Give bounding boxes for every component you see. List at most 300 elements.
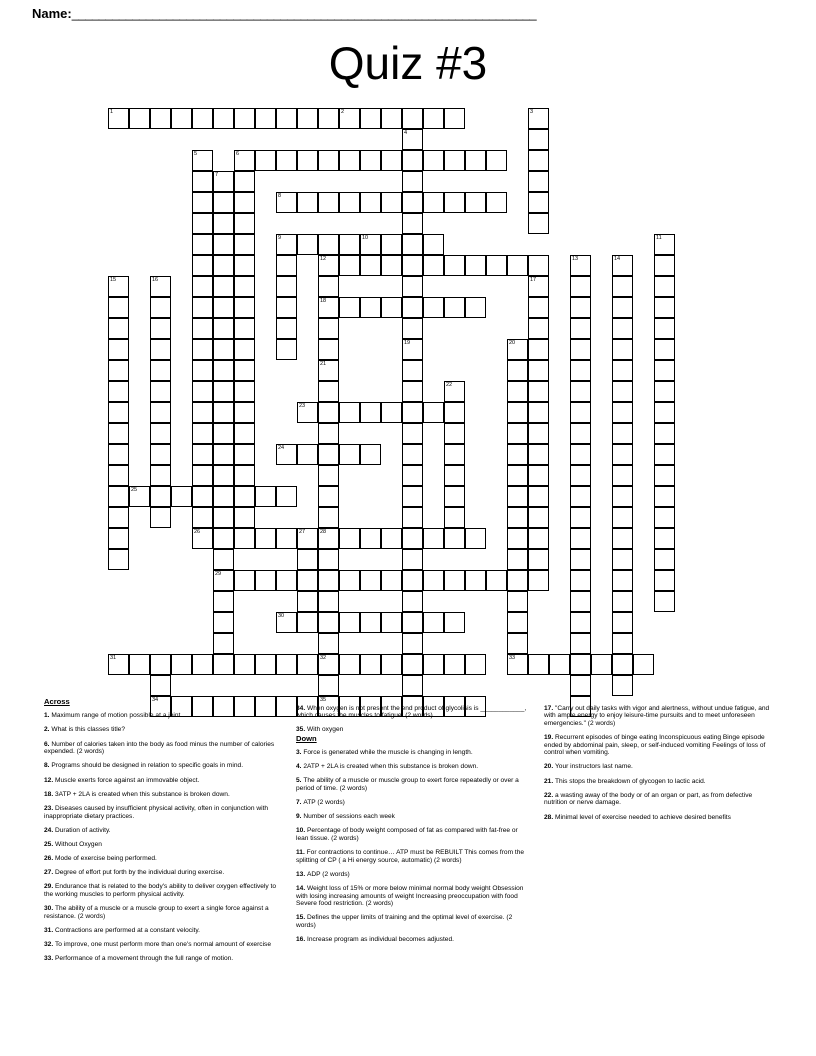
- grid-cell[interactable]: [507, 507, 528, 528]
- grid-cell[interactable]: [234, 255, 255, 276]
- grid-cell[interactable]: [444, 507, 465, 528]
- grid-cell[interactable]: [654, 423, 675, 444]
- grid-cell[interactable]: [213, 213, 234, 234]
- grid-cell[interactable]: [402, 318, 423, 339]
- grid-cell[interactable]: [612, 486, 633, 507]
- grid-cell[interactable]: [444, 465, 465, 486]
- grid-cell[interactable]: [528, 465, 549, 486]
- grid-cell[interactable]: [507, 633, 528, 654]
- grid-cell[interactable]: [234, 444, 255, 465]
- grid-cell[interactable]: [423, 654, 444, 675]
- grid-cell[interactable]: [654, 381, 675, 402]
- grid-cell[interactable]: [570, 297, 591, 318]
- grid-cell[interactable]: [192, 213, 213, 234]
- grid-cell[interactable]: [612, 360, 633, 381]
- grid-cell[interactable]: [528, 423, 549, 444]
- grid-cell[interactable]: [423, 108, 444, 129]
- grid-cell[interactable]: [612, 318, 633, 339]
- grid-cell[interactable]: [402, 654, 423, 675]
- grid-cell[interactable]: 33: [507, 654, 528, 675]
- grid-cell[interactable]: [570, 675, 591, 696]
- grid-cell[interactable]: [297, 192, 318, 213]
- grid-cell[interactable]: 31: [108, 654, 129, 675]
- grid-cell[interactable]: [255, 486, 276, 507]
- grid-cell[interactable]: [108, 381, 129, 402]
- grid-cell[interactable]: 3: [528, 108, 549, 129]
- grid-cell[interactable]: [528, 444, 549, 465]
- grid-cell[interactable]: [276, 108, 297, 129]
- grid-cell[interactable]: [444, 654, 465, 675]
- grid-cell[interactable]: [234, 171, 255, 192]
- grid-cell[interactable]: [444, 402, 465, 423]
- grid-cell[interactable]: [234, 108, 255, 129]
- grid-cell[interactable]: [234, 381, 255, 402]
- grid-cell[interactable]: [213, 549, 234, 570]
- grid-cell[interactable]: [570, 612, 591, 633]
- grid-cell[interactable]: [213, 486, 234, 507]
- grid-cell[interactable]: [192, 171, 213, 192]
- grid-cell[interactable]: [507, 486, 528, 507]
- grid-cell[interactable]: 18: [318, 297, 339, 318]
- grid-cell[interactable]: [213, 507, 234, 528]
- grid-cell[interactable]: [423, 612, 444, 633]
- grid-cell[interactable]: [465, 255, 486, 276]
- grid-cell[interactable]: [234, 360, 255, 381]
- grid-cell[interactable]: [339, 402, 360, 423]
- grid-cell[interactable]: 32: [318, 654, 339, 675]
- grid-cell[interactable]: [612, 570, 633, 591]
- grid-cell[interactable]: [570, 507, 591, 528]
- grid-cell[interactable]: [381, 234, 402, 255]
- grid-cell[interactable]: [318, 423, 339, 444]
- grid-cell[interactable]: 2: [339, 108, 360, 129]
- grid-cell[interactable]: [297, 612, 318, 633]
- grid-cell[interactable]: [570, 381, 591, 402]
- grid-cell[interactable]: [297, 570, 318, 591]
- grid-cell[interactable]: [213, 234, 234, 255]
- grid-cell[interactable]: [150, 318, 171, 339]
- grid-cell[interactable]: [423, 255, 444, 276]
- grid-cell[interactable]: 20: [507, 339, 528, 360]
- grid-cell[interactable]: [528, 402, 549, 423]
- grid-cell[interactable]: [360, 570, 381, 591]
- grid-cell[interactable]: [276, 255, 297, 276]
- grid-cell[interactable]: 1: [108, 108, 129, 129]
- grid-cell[interactable]: [150, 360, 171, 381]
- grid-cell[interactable]: [528, 486, 549, 507]
- grid-cell[interactable]: [213, 276, 234, 297]
- grid-cell[interactable]: 28: [318, 528, 339, 549]
- grid-cell[interactable]: 35: [318, 696, 339, 717]
- grid-cell[interactable]: [297, 444, 318, 465]
- grid-cell[interactable]: [402, 633, 423, 654]
- grid-cell[interactable]: [339, 612, 360, 633]
- grid-cell[interactable]: 22: [444, 381, 465, 402]
- grid-cell[interactable]: 25: [129, 486, 150, 507]
- grid-cell[interactable]: [444, 528, 465, 549]
- grid-cell[interactable]: [444, 423, 465, 444]
- grid-cell[interactable]: [339, 570, 360, 591]
- grid-cell[interactable]: [507, 570, 528, 591]
- grid-cell[interactable]: [150, 654, 171, 675]
- grid-cell[interactable]: 12: [318, 255, 339, 276]
- grid-cell[interactable]: [318, 318, 339, 339]
- grid-cell[interactable]: [276, 528, 297, 549]
- grid-cell[interactable]: [234, 654, 255, 675]
- grid-cell[interactable]: [234, 276, 255, 297]
- grid-cell[interactable]: [108, 444, 129, 465]
- grid-cell[interactable]: [192, 339, 213, 360]
- grid-cell[interactable]: [171, 654, 192, 675]
- grid-cell[interactable]: [213, 318, 234, 339]
- grid-cell[interactable]: 24: [276, 444, 297, 465]
- grid-cell[interactable]: [234, 402, 255, 423]
- grid-cell[interactable]: [339, 234, 360, 255]
- grid-cell[interactable]: [360, 255, 381, 276]
- grid-cell[interactable]: [192, 255, 213, 276]
- grid-cell[interactable]: [612, 402, 633, 423]
- grid-cell[interactable]: [108, 339, 129, 360]
- grid-cell[interactable]: 15: [108, 276, 129, 297]
- grid-cell[interactable]: [654, 570, 675, 591]
- grid-cell[interactable]: [570, 549, 591, 570]
- grid-cell[interactable]: [423, 528, 444, 549]
- grid-cell[interactable]: [360, 612, 381, 633]
- grid-cell[interactable]: [507, 444, 528, 465]
- grid-cell[interactable]: [402, 402, 423, 423]
- grid-cell[interactable]: [402, 108, 423, 129]
- grid-cell[interactable]: [654, 486, 675, 507]
- grid-cell[interactable]: [423, 570, 444, 591]
- grid-cell[interactable]: [297, 549, 318, 570]
- grid-cell[interactable]: [402, 612, 423, 633]
- grid-cell[interactable]: [444, 192, 465, 213]
- grid-cell[interactable]: [213, 192, 234, 213]
- grid-cell[interactable]: 16: [150, 276, 171, 297]
- grid-cell[interactable]: 7: [213, 171, 234, 192]
- grid-cell[interactable]: [192, 360, 213, 381]
- grid-cell[interactable]: [402, 675, 423, 696]
- grid-cell[interactable]: [276, 339, 297, 360]
- grid-cell[interactable]: [297, 654, 318, 675]
- grid-cell[interactable]: [213, 255, 234, 276]
- grid-cell[interactable]: [570, 654, 591, 675]
- grid-cell[interactable]: [465, 150, 486, 171]
- grid-cell[interactable]: [255, 654, 276, 675]
- grid-cell[interactable]: [528, 150, 549, 171]
- grid-cell[interactable]: [339, 192, 360, 213]
- grid-cell[interactable]: [381, 570, 402, 591]
- grid-cell[interactable]: [465, 654, 486, 675]
- grid-cell[interactable]: [423, 192, 444, 213]
- grid-cell[interactable]: [570, 402, 591, 423]
- grid-cell[interactable]: [528, 528, 549, 549]
- grid-cell[interactable]: [528, 255, 549, 276]
- grid-cell[interactable]: [108, 528, 129, 549]
- grid-cell[interactable]: [234, 213, 255, 234]
- grid-cell[interactable]: [402, 276, 423, 297]
- grid-cell[interactable]: 23: [297, 402, 318, 423]
- grid-cell[interactable]: [528, 549, 549, 570]
- grid-cell[interactable]: [486, 255, 507, 276]
- grid-cell[interactable]: [150, 486, 171, 507]
- grid-cell[interactable]: [402, 444, 423, 465]
- grid-cell[interactable]: [276, 318, 297, 339]
- grid-cell[interactable]: [654, 528, 675, 549]
- grid-cell[interactable]: [192, 507, 213, 528]
- grid-cell[interactable]: [570, 633, 591, 654]
- grid-cell[interactable]: [192, 192, 213, 213]
- grid-cell[interactable]: [507, 402, 528, 423]
- grid-cell[interactable]: [423, 150, 444, 171]
- grid-cell[interactable]: [213, 654, 234, 675]
- grid-cell[interactable]: [654, 255, 675, 276]
- grid-cell[interactable]: [108, 507, 129, 528]
- grid-cell[interactable]: [297, 150, 318, 171]
- grid-cell[interactable]: [402, 297, 423, 318]
- grid-cell[interactable]: [591, 654, 612, 675]
- grid-cell[interactable]: [507, 381, 528, 402]
- grid-cell[interactable]: [318, 381, 339, 402]
- grid-cell[interactable]: [213, 402, 234, 423]
- grid-cell[interactable]: [234, 234, 255, 255]
- grid-cell[interactable]: [528, 339, 549, 360]
- grid-cell[interactable]: [381, 255, 402, 276]
- grid-cell[interactable]: [150, 507, 171, 528]
- grid-cell[interactable]: [528, 213, 549, 234]
- grid-cell[interactable]: [381, 654, 402, 675]
- grid-cell[interactable]: [507, 465, 528, 486]
- grid-cell[interactable]: [402, 465, 423, 486]
- grid-cell[interactable]: [213, 528, 234, 549]
- grid-cell[interactable]: [213, 612, 234, 633]
- grid-cell[interactable]: [654, 318, 675, 339]
- grid-cell[interactable]: [444, 612, 465, 633]
- grid-cell[interactable]: [570, 360, 591, 381]
- grid-cell[interactable]: [402, 549, 423, 570]
- grid-cell[interactable]: [234, 192, 255, 213]
- grid-cell[interactable]: [507, 255, 528, 276]
- grid-cell[interactable]: 8: [276, 192, 297, 213]
- grid-cell[interactable]: [234, 423, 255, 444]
- grid-cell[interactable]: [129, 654, 150, 675]
- grid-cell[interactable]: [402, 591, 423, 612]
- grid-cell[interactable]: [465, 570, 486, 591]
- grid-cell[interactable]: [108, 318, 129, 339]
- grid-cell[interactable]: [402, 423, 423, 444]
- grid-cell[interactable]: [654, 444, 675, 465]
- grid-cell[interactable]: [192, 402, 213, 423]
- grid-cell[interactable]: [360, 528, 381, 549]
- grid-cell[interactable]: [465, 528, 486, 549]
- grid-cell[interactable]: [381, 108, 402, 129]
- grid-cell[interactable]: [654, 276, 675, 297]
- grid-cell[interactable]: 6: [234, 150, 255, 171]
- grid-cell[interactable]: [612, 633, 633, 654]
- grid-cell[interactable]: [570, 423, 591, 444]
- grid-cell[interactable]: [381, 297, 402, 318]
- grid-cell[interactable]: [528, 192, 549, 213]
- grid-cell[interactable]: [276, 150, 297, 171]
- grid-cell[interactable]: [234, 465, 255, 486]
- grid-cell[interactable]: [654, 507, 675, 528]
- grid-cell[interactable]: [360, 654, 381, 675]
- grid-cell[interactable]: [150, 381, 171, 402]
- grid-cell[interactable]: [150, 444, 171, 465]
- grid-cell[interactable]: [654, 591, 675, 612]
- grid-cell[interactable]: [213, 465, 234, 486]
- grid-cell[interactable]: [108, 423, 129, 444]
- grid-cell[interactable]: [612, 465, 633, 486]
- grid-cell[interactable]: [150, 108, 171, 129]
- grid-cell[interactable]: [108, 297, 129, 318]
- grid-cell[interactable]: [213, 444, 234, 465]
- grid-cell[interactable]: [213, 633, 234, 654]
- grid-cell[interactable]: 11: [654, 234, 675, 255]
- grid-cell[interactable]: [192, 318, 213, 339]
- grid-cell[interactable]: [213, 591, 234, 612]
- grid-cell[interactable]: [318, 465, 339, 486]
- grid-cell[interactable]: [402, 192, 423, 213]
- grid-cell[interactable]: [339, 297, 360, 318]
- grid-cell[interactable]: [192, 423, 213, 444]
- grid-cell[interactable]: [192, 465, 213, 486]
- grid-cell[interactable]: [612, 675, 633, 696]
- grid-cell[interactable]: [339, 444, 360, 465]
- grid-cell[interactable]: [570, 465, 591, 486]
- grid-cell[interactable]: [654, 549, 675, 570]
- grid-cell[interactable]: [507, 612, 528, 633]
- grid-cell[interactable]: [150, 402, 171, 423]
- grid-cell[interactable]: [570, 276, 591, 297]
- grid-cell[interactable]: [360, 150, 381, 171]
- grid-cell[interactable]: [465, 192, 486, 213]
- grid-cell[interactable]: [444, 444, 465, 465]
- grid-cell[interactable]: 30: [276, 612, 297, 633]
- grid-cell[interactable]: [192, 486, 213, 507]
- grid-cell[interactable]: [192, 276, 213, 297]
- grid-cell[interactable]: [360, 402, 381, 423]
- grid-cell[interactable]: [402, 528, 423, 549]
- grid-cell[interactable]: [150, 339, 171, 360]
- grid-cell[interactable]: [654, 360, 675, 381]
- grid-cell[interactable]: [297, 591, 318, 612]
- grid-cell[interactable]: [381, 612, 402, 633]
- grid-cell[interactable]: [192, 297, 213, 318]
- grid-cell[interactable]: [381, 402, 402, 423]
- grid-cell[interactable]: [150, 675, 171, 696]
- grid-cell[interactable]: [318, 402, 339, 423]
- grid-cell[interactable]: [171, 108, 192, 129]
- grid-cell[interactable]: [528, 129, 549, 150]
- grid-cell[interactable]: [402, 213, 423, 234]
- grid-cell[interactable]: [528, 654, 549, 675]
- grid-cell[interactable]: 10: [360, 234, 381, 255]
- crossword-grid[interactable]: [108, 108, 708, 703]
- grid-cell[interactable]: [381, 192, 402, 213]
- grid-cell[interactable]: [381, 528, 402, 549]
- grid-cell[interactable]: [528, 507, 549, 528]
- grid-cell[interactable]: 27: [297, 528, 318, 549]
- grid-cell[interactable]: [612, 339, 633, 360]
- grid-cell[interactable]: [297, 108, 318, 129]
- grid-cell[interactable]: 26: [192, 528, 213, 549]
- grid-cell[interactable]: [528, 171, 549, 192]
- grid-cell[interactable]: [318, 444, 339, 465]
- grid-cell[interactable]: [570, 339, 591, 360]
- grid-cell[interactable]: [423, 297, 444, 318]
- grid-cell[interactable]: [612, 297, 633, 318]
- grid-cell[interactable]: [213, 339, 234, 360]
- grid-cell[interactable]: [171, 486, 192, 507]
- grid-cell[interactable]: [528, 381, 549, 402]
- grid-cell[interactable]: [570, 486, 591, 507]
- grid-cell[interactable]: [318, 549, 339, 570]
- grid-cell[interactable]: [444, 297, 465, 318]
- grid-cell[interactable]: [150, 423, 171, 444]
- grid-cell[interactable]: [486, 150, 507, 171]
- grid-cell[interactable]: [360, 297, 381, 318]
- grid-cell[interactable]: 34: [150, 696, 171, 717]
- grid-cell[interactable]: [570, 444, 591, 465]
- grid-cell[interactable]: [402, 171, 423, 192]
- grid-cell[interactable]: [528, 570, 549, 591]
- grid-cell[interactable]: [507, 423, 528, 444]
- grid-cell[interactable]: [402, 255, 423, 276]
- grid-cell[interactable]: [318, 192, 339, 213]
- grid-cell[interactable]: [234, 507, 255, 528]
- grid-cell[interactable]: [234, 528, 255, 549]
- grid-cell[interactable]: [612, 654, 633, 675]
- grid-cell[interactable]: [402, 360, 423, 381]
- grid-cell[interactable]: [192, 654, 213, 675]
- grid-cell[interactable]: [402, 486, 423, 507]
- grid-cell[interactable]: [213, 297, 234, 318]
- grid-cell[interactable]: [444, 108, 465, 129]
- grid-cell[interactable]: [276, 654, 297, 675]
- grid-cell[interactable]: [255, 528, 276, 549]
- grid-cell[interactable]: [570, 570, 591, 591]
- grid-cell[interactable]: 14: [612, 255, 633, 276]
- grid-cell[interactable]: [255, 570, 276, 591]
- grid-cell[interactable]: [318, 633, 339, 654]
- grid-cell[interactable]: [213, 423, 234, 444]
- grid-cell[interactable]: [486, 570, 507, 591]
- grid-cell[interactable]: [150, 465, 171, 486]
- grid-cell[interactable]: [402, 570, 423, 591]
- grid-cell[interactable]: [339, 150, 360, 171]
- grid-cell[interactable]: [528, 297, 549, 318]
- grid-cell[interactable]: [444, 150, 465, 171]
- grid-cell[interactable]: [108, 486, 129, 507]
- grid-cell[interactable]: [339, 255, 360, 276]
- grid-cell[interactable]: [192, 108, 213, 129]
- grid-cell[interactable]: [654, 402, 675, 423]
- grid-cell[interactable]: [318, 108, 339, 129]
- grid-cell[interactable]: [549, 654, 570, 675]
- grid-cell[interactable]: [360, 444, 381, 465]
- grid-cell[interactable]: [255, 108, 276, 129]
- grid-cell[interactable]: [276, 276, 297, 297]
- grid-cell[interactable]: [276, 486, 297, 507]
- grid-cell[interactable]: [234, 570, 255, 591]
- grid-cell[interactable]: [213, 108, 234, 129]
- grid-cell[interactable]: [423, 402, 444, 423]
- grid-cell[interactable]: [276, 570, 297, 591]
- grid-cell[interactable]: [444, 486, 465, 507]
- grid-cell[interactable]: [318, 675, 339, 696]
- grid-cell[interactable]: [402, 234, 423, 255]
